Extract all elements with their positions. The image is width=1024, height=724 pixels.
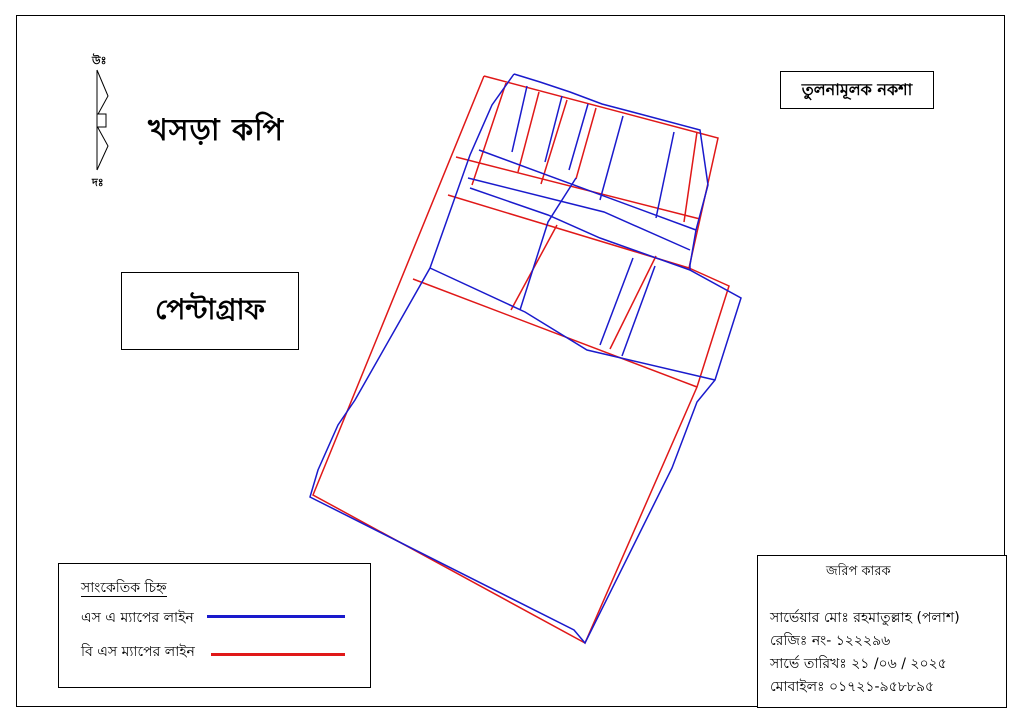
compass-south-label: দঃ <box>92 176 104 189</box>
legend-title: সাংকেতিক চিহ্ন <box>81 580 167 596</box>
sa-line <box>622 266 655 356</box>
surveyor-info-box <box>757 555 1007 708</box>
sa-map-lines <box>310 74 741 643</box>
sa-line <box>545 96 562 162</box>
sa-line <box>600 116 623 200</box>
sa-line <box>656 132 674 218</box>
compass-north-label: উঃ <box>92 54 107 67</box>
bs-line <box>456 157 700 219</box>
surveyor-heading: জরিপ কারক <box>826 564 891 579</box>
bs-line <box>541 100 567 184</box>
bs-line <box>576 108 596 179</box>
legend-item-bs-label: বি এস ম্যাপের লাইন <box>81 644 195 660</box>
surveyor-registration: রেজিঃ নং- ১২২২৯৬ <box>770 633 891 649</box>
surveyor-name: সার্ভেয়ার মোঃ রহমাতুল্লাহ (পলাশ) <box>770 610 960 626</box>
surveyor-mobile: মোবাইলঃ ০১৭২১-৯৫৮৮৯৫ <box>770 679 935 695</box>
sa-line <box>512 86 527 152</box>
pantograph-label: পেন্টাগ্রাফ <box>121 272 299 350</box>
sa-line <box>479 150 696 230</box>
legend-title-underline <box>81 596 167 597</box>
map-title: খসড়া কপি <box>148 113 285 148</box>
legend-item-bs-swatch <box>211 653 345 656</box>
sa-line <box>470 188 690 270</box>
legend-box <box>58 563 371 688</box>
sa-line <box>569 104 588 170</box>
bs-line <box>472 83 506 185</box>
survey-date: সার্ভে তারিখঃ ২১ /০৬ / ২০২৫ <box>770 656 947 672</box>
sa-outline <box>310 74 741 643</box>
legend-item-sa-swatch <box>207 615 345 618</box>
bs-line <box>413 279 697 387</box>
bs-line <box>684 132 697 222</box>
legend-item-sa-label: এস এ ম্যাপের লাইন <box>81 610 194 626</box>
bs-map-lines <box>313 76 729 643</box>
bs-line <box>518 92 539 172</box>
comparison-map-label: তুলনামূলক নকশা <box>780 71 934 109</box>
sa-line <box>430 268 715 380</box>
sa-line <box>600 258 633 345</box>
